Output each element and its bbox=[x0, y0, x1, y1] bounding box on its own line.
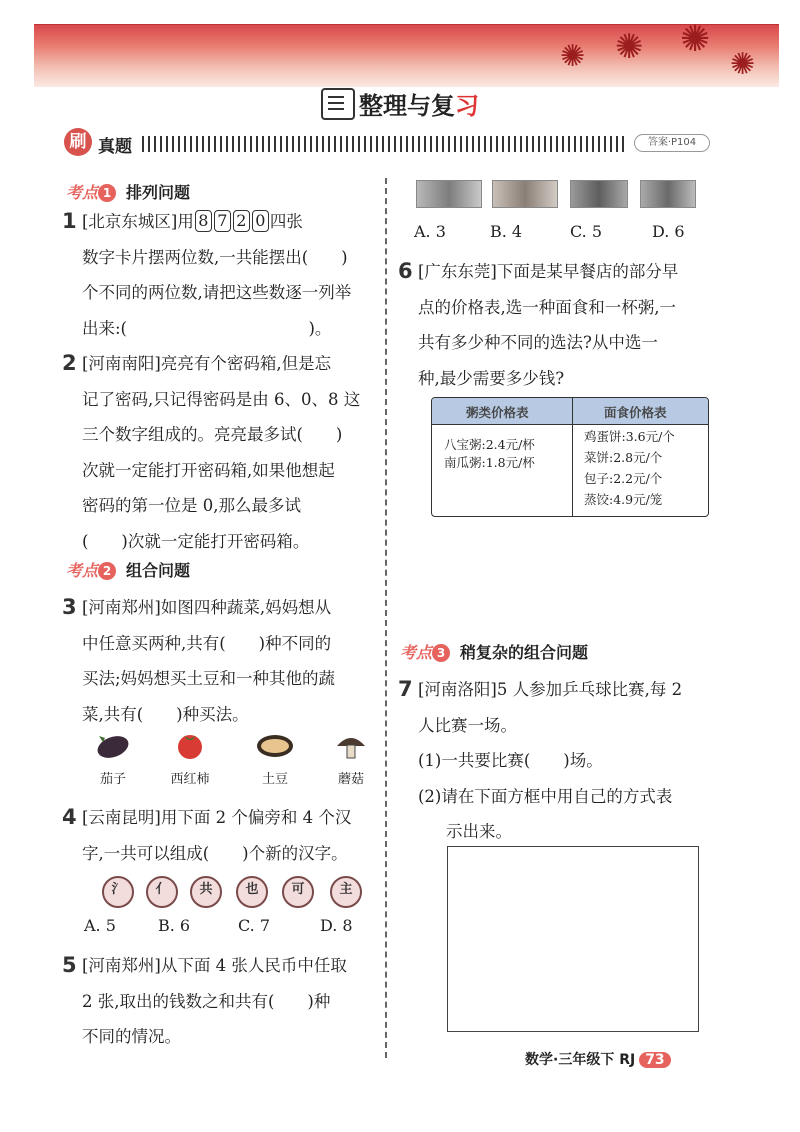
q6-line: 共有多少种不同的选法?从中选一 bbox=[418, 333, 658, 352]
option-a: A. 3 bbox=[414, 222, 446, 241]
banknote-image bbox=[570, 180, 628, 208]
q1-line: 出来:( )。 bbox=[82, 318, 332, 338]
q2-line: 密码的第一位是 0,那么最多试 bbox=[82, 496, 301, 515]
char-tile: 也 bbox=[236, 876, 268, 908]
veg-label: 蘑菇 bbox=[337, 772, 364, 787]
q1-line: 数字卡片摆两位数,一共能摆出( ) bbox=[82, 247, 348, 267]
mushroom-icon bbox=[331, 730, 371, 760]
q2-line: [河南南阳]亮亮有个密码箱,但是忘 bbox=[82, 354, 332, 373]
column-divider bbox=[385, 178, 387, 1058]
option-b: B. 4 bbox=[490, 222, 523, 241]
q2-line: 三个数字组成的。亮亮最多试( ) bbox=[82, 425, 343, 444]
porridge-header: 粥类价格表 bbox=[466, 405, 529, 420]
banknote-image bbox=[416, 180, 482, 208]
section-header bbox=[64, 130, 709, 156]
answer-reference: 答案·P104 bbox=[634, 134, 710, 152]
noodle-item: 蒸饺:4.9元/笼 bbox=[584, 492, 663, 507]
section-badge: 刷 bbox=[64, 128, 92, 156]
option-c: C. 7 bbox=[238, 916, 271, 935]
veg-mushroom bbox=[326, 730, 376, 787]
price-table bbox=[431, 397, 709, 517]
q1-line-1 bbox=[82, 204, 382, 240]
veg-eggplant bbox=[88, 730, 138, 787]
q7-sub2-line: 示出来。 bbox=[446, 822, 512, 841]
page-title-last-char: 习 bbox=[455, 92, 479, 120]
answer-drawing-box[interactable] bbox=[447, 846, 699, 1032]
page-title-text: 整理与复习 bbox=[359, 92, 479, 120]
q1-line1-pre: [北京东城区]用 bbox=[82, 212, 194, 231]
q2-line: 次就一定能打开密码箱,如果他想起 bbox=[82, 460, 335, 480]
q3-line: 菜,共有( )种买法。 bbox=[82, 704, 249, 724]
noodle-item: 包子:2.2元/个 bbox=[584, 471, 663, 486]
option-d: D. 8 bbox=[320, 916, 353, 935]
char-tile: 可 bbox=[282, 876, 314, 908]
q5-line: 2 张,取出的钱数之和共有( )种 bbox=[82, 991, 331, 1011]
q6-line: 点的价格表,选一种面食和一杯粥,一 bbox=[418, 297, 676, 317]
veg-label: 茄子 bbox=[99, 772, 126, 787]
q3-line: 买法;妈妈想买土豆和一种其他的蔬 bbox=[82, 669, 336, 688]
kaodian-label: 考点 bbox=[66, 183, 99, 202]
q4-line: [云南昆明]用下面 2 个偏旁和 4 个汉 bbox=[82, 808, 352, 827]
page-footer bbox=[525, 1049, 671, 1069]
question-3 bbox=[62, 590, 382, 732]
veg-label: 土豆 bbox=[261, 772, 288, 787]
question-number: 4 bbox=[62, 805, 77, 829]
digit-card: 8 bbox=[195, 210, 212, 232]
banknote-image bbox=[492, 180, 558, 208]
question-number: 6 bbox=[398, 259, 413, 283]
q7-line: [河南洛阳]5 人参加乒乓球比赛,每 2 bbox=[418, 680, 683, 699]
q3-line: 中任意买两种,共有( )种不同的 bbox=[82, 633, 332, 653]
question-number: 7 bbox=[398, 677, 413, 701]
q1-line1-post: 四张 bbox=[269, 212, 303, 231]
kaodian-1 bbox=[66, 180, 190, 203]
tick-decoration bbox=[142, 136, 624, 152]
q3-line: [河南郑州]如图四种蔬菜,妈妈想从 bbox=[82, 598, 332, 617]
q1-line: 个不同的两位数,请把这些数逐一列举 bbox=[82, 283, 352, 302]
q7-sub1: (1)一共要比赛( )场。 bbox=[418, 751, 603, 770]
price-table-header bbox=[432, 398, 708, 425]
porridge-item: 八宝粥:2.4元/杯 bbox=[444, 437, 535, 452]
option-a: A. 5 bbox=[84, 916, 116, 935]
section-label: 真题 bbox=[98, 137, 132, 157]
question-5 bbox=[62, 948, 382, 1055]
noodle-item: 鸡蛋饼:3.6元/个 bbox=[584, 429, 675, 444]
banknote-image bbox=[640, 180, 696, 208]
char-tile: 氵 bbox=[102, 876, 134, 908]
notebook-icon bbox=[321, 88, 355, 120]
question-1 bbox=[62, 204, 382, 346]
kaodian-title: 稍复杂的组合问题 bbox=[460, 643, 589, 662]
option-c: C. 5 bbox=[570, 222, 603, 241]
digit-card: 0 bbox=[252, 210, 269, 232]
table-divider bbox=[572, 398, 573, 516]
maple-leaf-icon: ✺ bbox=[615, 27, 644, 67]
q2-line: ( )次就一定能打开密码箱。 bbox=[82, 531, 310, 551]
kaodian-title: 排列问题 bbox=[126, 183, 191, 202]
q4-line: 字,一共可以组成( )个新的汉字。 bbox=[82, 843, 348, 863]
question-number: 2 bbox=[62, 351, 77, 375]
noodle-item: 菜饼:2.8元/个 bbox=[584, 450, 663, 465]
porridge-item: 南瓜粥:1.8元/杯 bbox=[444, 455, 535, 470]
veg-label: 西红柿 bbox=[170, 772, 210, 787]
char-tile: 主 bbox=[330, 876, 362, 908]
veg-potato bbox=[250, 730, 300, 787]
veg-tomato bbox=[160, 730, 220, 787]
digit-card: 7 bbox=[214, 210, 231, 232]
q6-line: 种,最少需要多少钱? bbox=[418, 368, 565, 388]
kaodian-3 bbox=[400, 640, 588, 663]
eggplant-icon bbox=[93, 730, 133, 760]
kaodian-2 bbox=[66, 558, 190, 581]
question-4 bbox=[62, 800, 382, 871]
page-title bbox=[0, 86, 800, 121]
maple-leaf-icon: ✺ bbox=[730, 47, 756, 82]
char-tile: 共 bbox=[190, 876, 222, 908]
kaodian-number: 2 bbox=[98, 562, 116, 580]
kaodian-label: 考点 bbox=[400, 643, 433, 662]
question-7 bbox=[398, 672, 718, 850]
q7-sub2-line: (2)请在下面方框中用自己的方式表 bbox=[418, 786, 673, 806]
kaodian-title: 组合问题 bbox=[126, 561, 191, 580]
maple-leaf-icon: ✺ bbox=[680, 19, 711, 60]
page-number: 73 bbox=[639, 1052, 670, 1068]
kaodian-label: 考点 bbox=[66, 561, 99, 580]
question-number: 1 bbox=[62, 209, 77, 233]
q7-line: 人比赛一场。 bbox=[418, 715, 517, 735]
noodle-header: 面食价格表 bbox=[604, 405, 667, 420]
option-b: B. 6 bbox=[158, 916, 191, 935]
q5-line: 不同的情况。 bbox=[82, 1027, 181, 1046]
tomato-icon bbox=[170, 730, 210, 760]
option-d: D. 6 bbox=[652, 222, 685, 241]
kaodian-number: 1 bbox=[98, 184, 116, 202]
q6-line: [广东东莞]下面是某早餐店的部分早 bbox=[418, 262, 679, 281]
question-2 bbox=[62, 346, 382, 559]
question-6 bbox=[398, 254, 718, 396]
question-number: 5 bbox=[62, 953, 77, 977]
question-number: 3 bbox=[62, 595, 77, 619]
header-banner bbox=[34, 19, 779, 87]
digit-card: 2 bbox=[233, 210, 250, 232]
q5-line: [河南郑州]从下面 4 张人民币中任取 bbox=[82, 956, 347, 975]
q2-line: 记了密码,只记得密码是由 6、0、8 这 bbox=[82, 389, 361, 409]
maple-leaf-icon: ✺ bbox=[560, 39, 586, 74]
potato-icon bbox=[255, 730, 295, 760]
char-tile: 亻 bbox=[146, 876, 178, 908]
kaodian-number: 3 bbox=[432, 644, 450, 662]
footer-subject: 数学·三年级下 RJ bbox=[525, 1052, 636, 1068]
